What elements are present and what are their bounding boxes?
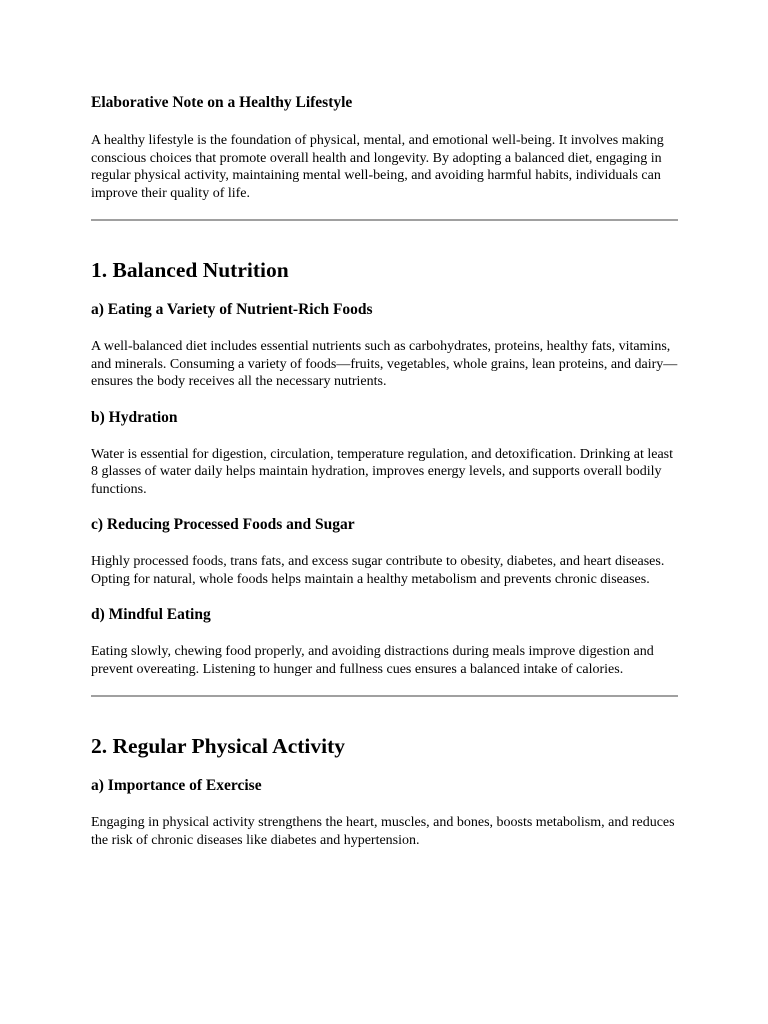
subsection-text-mindful-eating: Eating slowly, chewing food properly, and avoiding distractions during meals improve digestion and prevent overeating. Listening to hunger and fullness cues ensures a balanced intake of calories. bbox=[91, 644, 654, 677]
document-body bbox=[91, 94, 678, 867]
section-divider bbox=[91, 219, 678, 221]
subsection-heading-hydration: b) Hydration bbox=[91, 408, 178, 426]
subsection-heading-mindful-eating: d) Mindful Eating bbox=[91, 606, 211, 623]
subsection-text-hydration: Water is essential for digestion, circulation, temperature regulation, and detoxification. Drinking at least 8 glasses of water daily helps maintain hydration, improves energy levels, and supports overall bodily functions. bbox=[91, 446, 674, 497]
section-divider bbox=[91, 695, 678, 697]
subsection-heading-importance-of-exercise: a) Importance of Exercise bbox=[91, 777, 262, 794]
document-title: Elaborative Note on a Healthy Lifestyle bbox=[91, 94, 353, 111]
subsection-heading-nutrient-rich-foods: a) Eating a Variety of Nutrient-Rich Foods bbox=[91, 301, 373, 318]
subsection-text-processed-foods: Highly processed foods, trans fats, and excess sugar contribute to obesity, diabetes, and heart diseases. Opting for natural, whole foods helps maintain a healthy metabolism and prevents chronic diseases. bbox=[91, 554, 665, 587]
intro-paragraph: A healthy lifestyle is the foundation of physical, mental, and emotional well-being. It involves making conscious choices that promote overall health and longevity. By adopting a balanced diet, engaging in regular physical activity, maintaining mental well-being, and avoiding harmful habits, individuals can improve their quality of life. bbox=[91, 133, 664, 201]
section-title-physical-activity: 2. Regular Physical Activity bbox=[91, 734, 346, 758]
subsection-heading-processed-foods: c) Reducing Processed Foods and Sugar bbox=[91, 516, 355, 533]
subsection-text-importance-of-exercise: Engaging in physical activity strengthens the heart, muscles, and bones, boosts metabolism, and reduces the risk of chronic diseases like diabetes and hypertension. bbox=[91, 815, 675, 848]
section-title-balanced-nutrition: 1. Balanced Nutrition bbox=[91, 258, 289, 282]
subsection-text-nutrient-rich-foods: A well-balanced diet includes essential nutrients such as carbohydrates, proteins, healthy fats, vitamins, and minerals. Consuming a variety of foods—fruits, vegetables, whole grains, lean proteins, and dairy—ensures the body receives all the necessary nutrients. bbox=[91, 339, 678, 389]
